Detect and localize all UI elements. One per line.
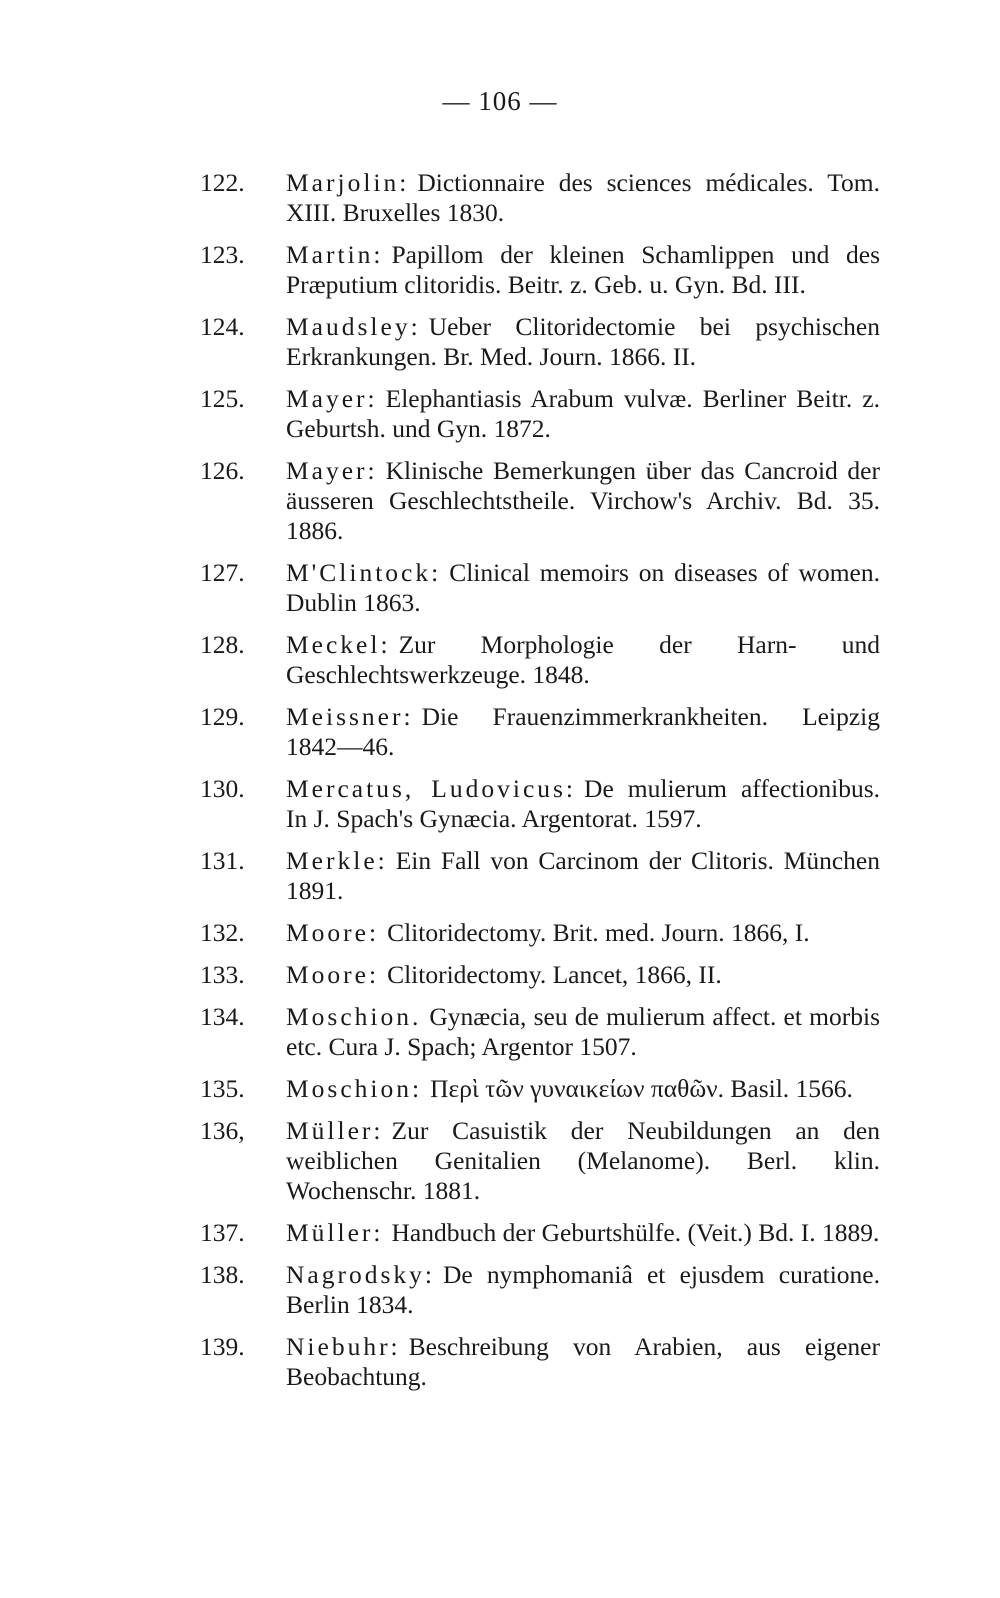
reference-entry bbox=[200, 702, 880, 762]
reference-entry bbox=[200, 168, 880, 228]
reference-number: 139. bbox=[200, 1332, 245, 1361]
reference-entry bbox=[200, 1002, 880, 1062]
reference-text: Papillom der kleinen Schamlippen und des Præputium clitoridis. Beitr. z. Geb. u. Gyn. Bd. III. bbox=[286, 240, 880, 299]
reference-text: Die Frauenzimmerkrankheiten. Leipzig 1842—46. bbox=[286, 702, 880, 761]
reference-author: Moore: bbox=[286, 918, 380, 947]
reference-text: Clitoridectomy. Lancet, 1866, II. bbox=[387, 960, 722, 989]
reference-list bbox=[200, 168, 880, 1392]
reference-text: Klinische Bemerkungen über das Cancroid der äusseren Geschlechtstheile. Virchow's Archiv. Bd. 35. 1886. bbox=[286, 456, 880, 545]
reference-author: Martin: bbox=[286, 240, 384, 269]
reference-number: 122. bbox=[200, 168, 245, 197]
reference-author: M'Clintock: bbox=[286, 558, 442, 587]
reference-entry bbox=[200, 1074, 880, 1104]
reference-number: 133. bbox=[200, 960, 245, 989]
reference-number: 138. bbox=[200, 1260, 245, 1289]
reference-author: Meissner: bbox=[286, 702, 414, 731]
reference-number: 134. bbox=[200, 1002, 245, 1031]
reference-author: Müller: bbox=[286, 1116, 384, 1145]
reference-text: Dictionnaire des sciences médicales. Tom. XIII. Bruxelles 1830. bbox=[286, 168, 880, 227]
reference-author: Merkle: bbox=[286, 846, 388, 875]
reference-number: 136, bbox=[200, 1116, 245, 1145]
reference-entry bbox=[200, 312, 880, 372]
reference-number: 135. bbox=[200, 1074, 245, 1103]
reference-number: 123. bbox=[200, 240, 245, 269]
reference-entry bbox=[200, 960, 880, 990]
reference-author: Moore: bbox=[286, 960, 380, 989]
reference-author: Meckel: bbox=[286, 630, 391, 659]
page-number: — 106 — bbox=[442, 86, 558, 116]
reference-entry bbox=[200, 1332, 880, 1392]
reference-entry bbox=[200, 456, 880, 546]
reference-author: Mayer: bbox=[286, 456, 378, 485]
reference-entry bbox=[200, 558, 880, 618]
reference-text: Clitoridectomy. Brit. med. Journ. 1866, I. bbox=[387, 918, 810, 947]
reference-text: De mulierum affectionibus. In J. Spach's Gynæcia. Argentorat. 1597. bbox=[286, 774, 880, 833]
reference-entry bbox=[200, 1218, 880, 1248]
reference-number: 127. bbox=[200, 558, 245, 587]
reference-number: 128. bbox=[200, 630, 245, 659]
reference-number: 129. bbox=[200, 702, 245, 731]
reference-text: De nymphomaniâ et ejusdem curatione. Berlin 1834. bbox=[286, 1260, 880, 1319]
reference-text: Gynæcia, seu de mulierum affect. et morbis etc. Cura J. Spach; Argentor 1507. bbox=[286, 1002, 880, 1061]
reference-number: 124. bbox=[200, 312, 245, 341]
reference-text: Beschreibung von Arabien, aus eigener Beobachtung. bbox=[286, 1332, 880, 1391]
reference-author: Maudsley: bbox=[286, 312, 421, 341]
reference-author: Mercatus, Ludovicus: bbox=[286, 774, 577, 803]
reference-number: 137. bbox=[200, 1218, 245, 1247]
reference-entry bbox=[200, 384, 880, 444]
reference-author: Marjolin: bbox=[286, 168, 410, 197]
reference-text: Elephantiasis Arabum vulvæ. Berliner Beitr. z. Geburtsh. und Gyn. 1872. bbox=[286, 384, 880, 443]
reference-text: Clinical memoirs on diseases of women. Dublin 1863. bbox=[286, 558, 880, 617]
reference-author: Moschion. bbox=[286, 1002, 422, 1031]
reference-number: 130. bbox=[200, 774, 245, 803]
reference-entry bbox=[200, 918, 880, 948]
reference-number: 132. bbox=[200, 918, 245, 947]
reference-entry bbox=[200, 774, 880, 834]
reference-author: Mayer: bbox=[286, 384, 378, 413]
reference-text: Περὶ τῶν γυναικείων παθῶν. Basil. 1566. bbox=[430, 1074, 853, 1103]
reference-number: 131. bbox=[200, 846, 245, 875]
reference-text: Handbuch der Geburtshülfe. (Veit.) Bd. I. 1889. bbox=[391, 1218, 880, 1247]
reference-number: 125. bbox=[200, 384, 245, 413]
reference-entry bbox=[200, 1116, 880, 1206]
reference-author: Niebuhr: bbox=[286, 1332, 401, 1361]
reference-author: Müller: bbox=[286, 1218, 384, 1247]
reference-author: Moschion: bbox=[286, 1074, 423, 1103]
reference-author: Nagrodsky: bbox=[286, 1260, 435, 1289]
reference-entry bbox=[200, 846, 880, 906]
reference-entry bbox=[200, 1260, 880, 1320]
reference-entry bbox=[200, 240, 880, 300]
reference-text: Ein Fall von Carcinom der Clitoris. München 1891. bbox=[286, 846, 880, 905]
reference-text: Zur Morphologie der Harn- und Geschlechtswerkzeuge. 1848. bbox=[286, 630, 880, 689]
reference-entry bbox=[200, 630, 880, 690]
reference-text: Zur Casuistik der Neubildungen an den weiblichen Genitalien (Melanome). Berl. klin. Wochenschr. 1881. bbox=[286, 1116, 880, 1205]
reference-number: 126. bbox=[200, 456, 245, 485]
reference-text: Ueber Clitoridectomie bei psychischen Erkrankungen. Br. Med. Journ. 1866. II. bbox=[286, 312, 880, 371]
